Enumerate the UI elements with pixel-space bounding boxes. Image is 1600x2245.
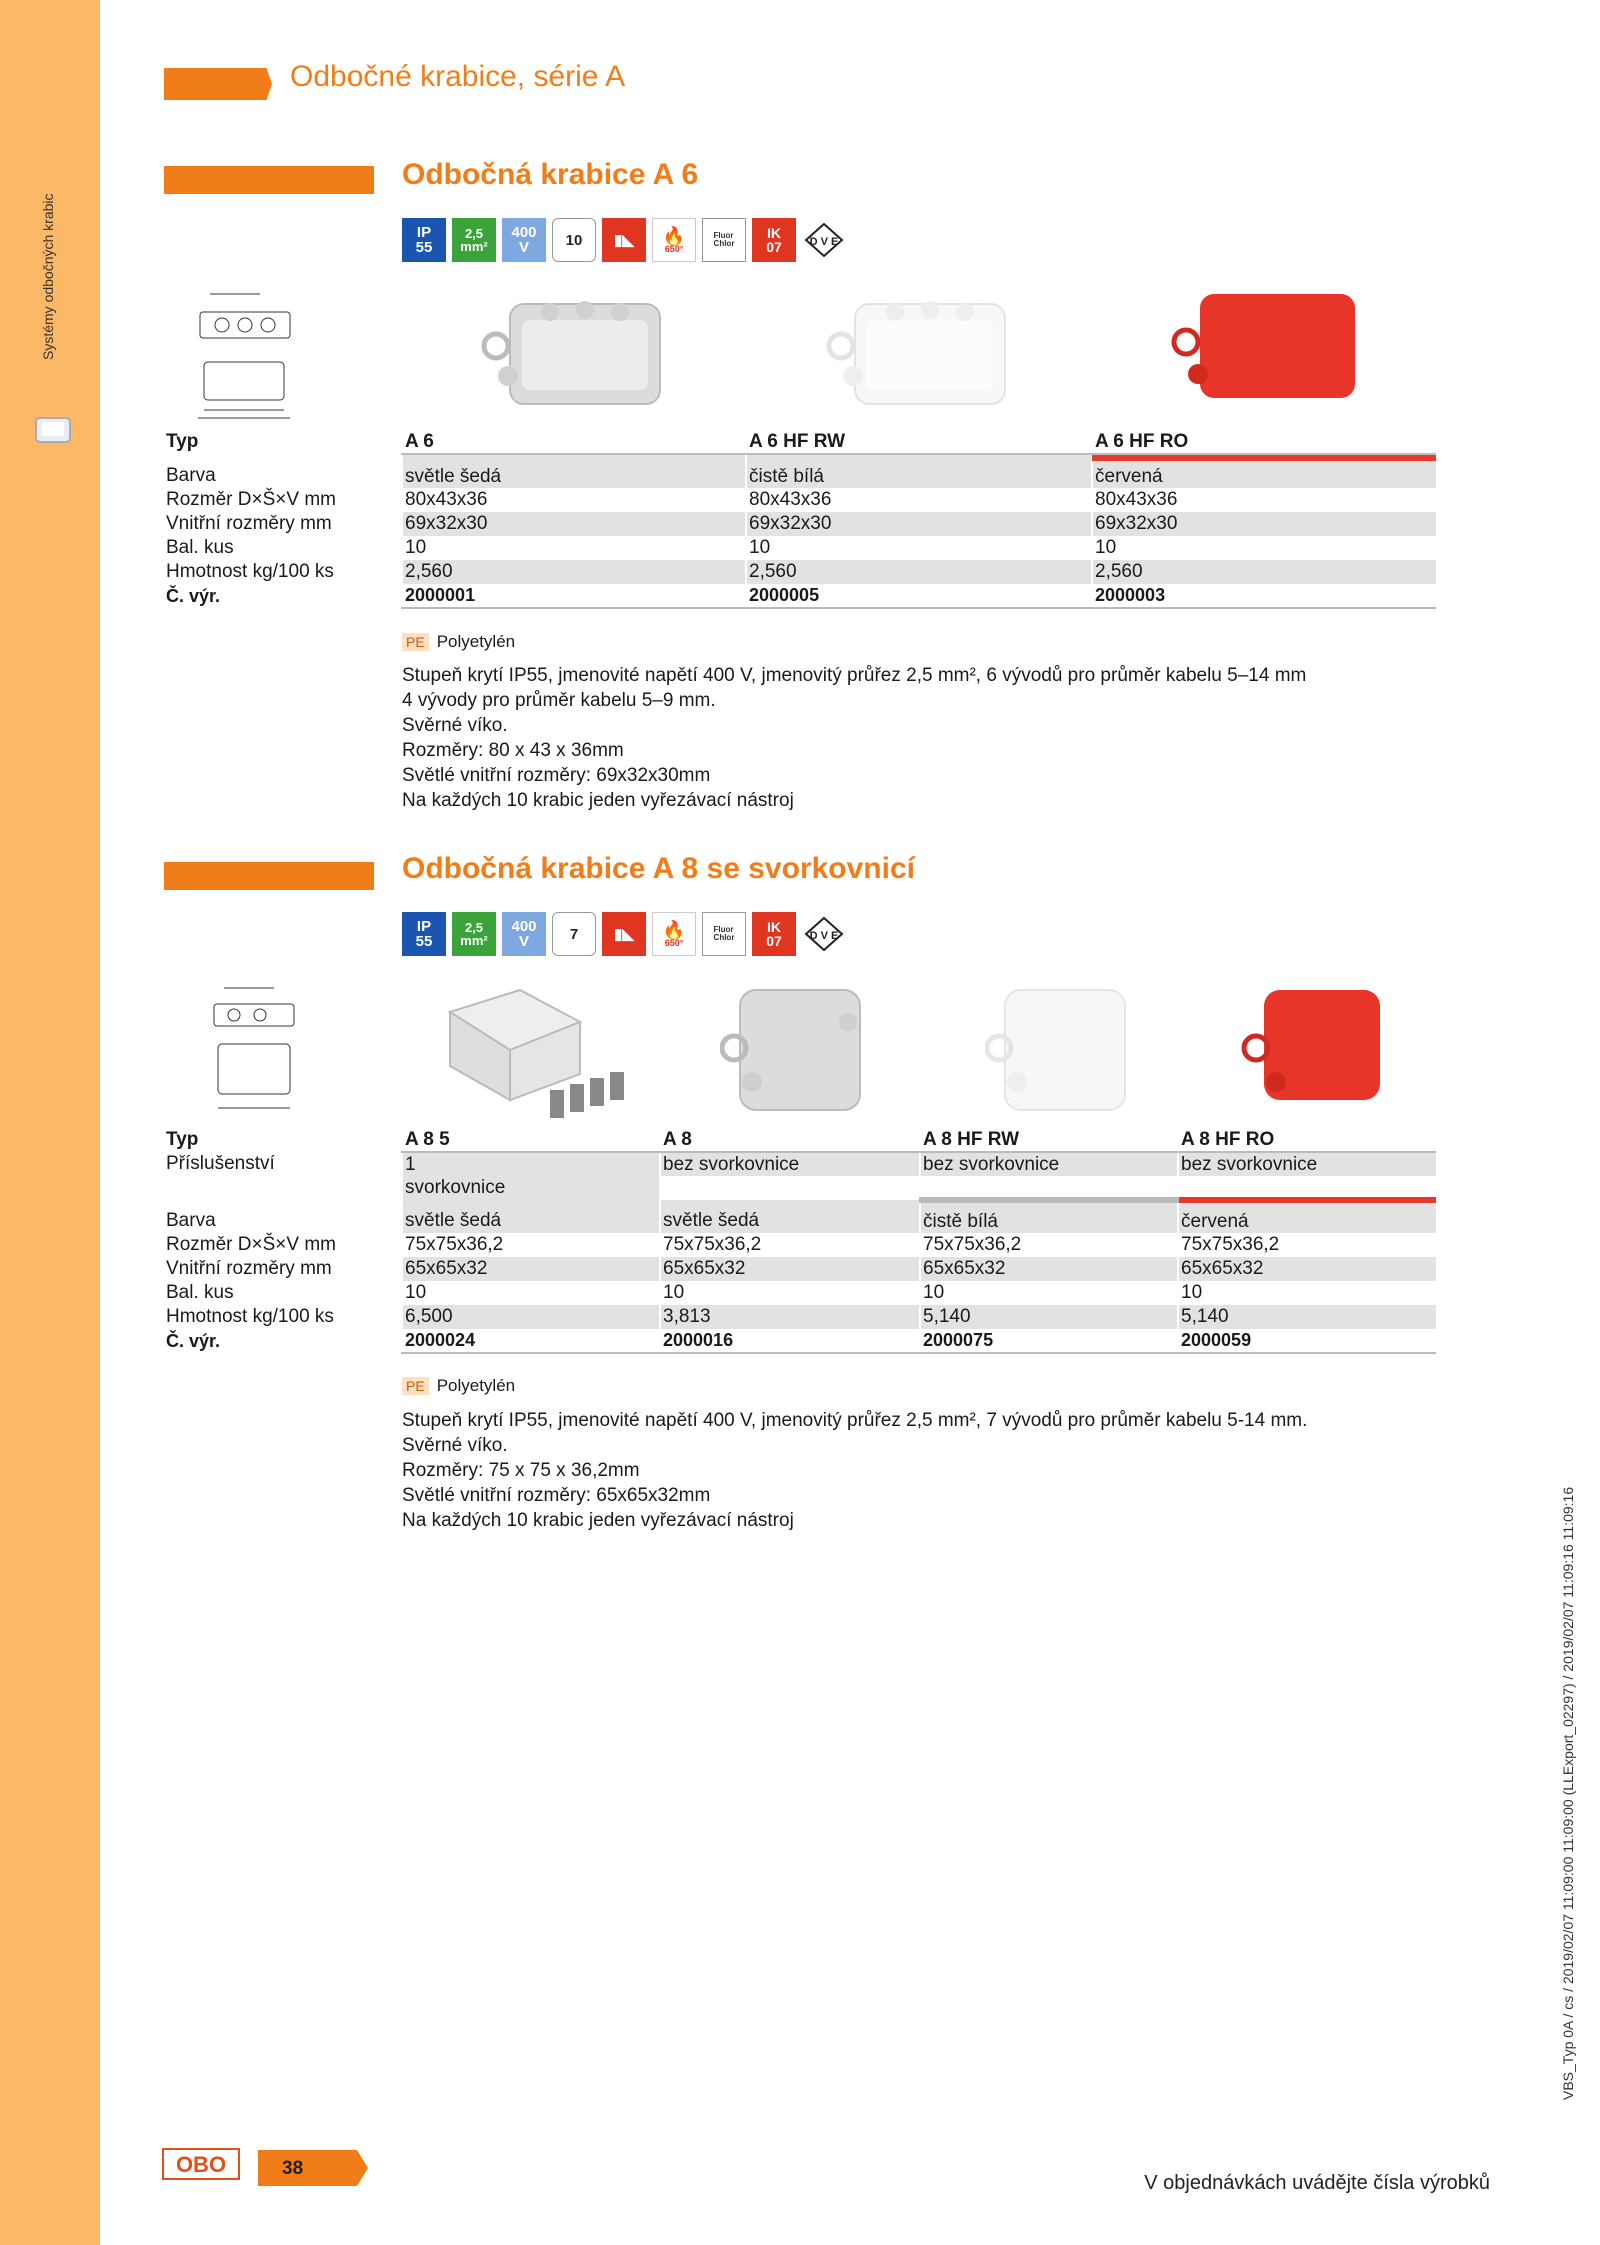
table-row: Č. výr. 2000024 2000016 2000075 2000059 bbox=[164, 1329, 1436, 1353]
a6-technical-drawing bbox=[190, 282, 310, 422]
voltage-icon: 400 V bbox=[502, 912, 546, 956]
halogen-free-icon: Fluor Chlor bbox=[702, 912, 746, 956]
print-metadata: VBS_Typ 0A / cs / 2019/02/07 11:09:00 11:09:00 (LLExport_02297) / 2019/02/07 11:09:16 11:09:16 bbox=[1560, 1486, 1576, 2100]
glow-wire-icon: 🔥 650° bbox=[652, 218, 696, 262]
a6-red-product-image bbox=[1160, 290, 1370, 420]
table-row: Bal. kus 10 10 10 10 bbox=[164, 1281, 1436, 1305]
table-row: Č. výr. 2000001 2000005 2000003 bbox=[164, 584, 1436, 608]
table-row: Rozměr D×Š×V mm 80x43x36 80x43x36 80x43x36 bbox=[164, 488, 1436, 512]
a8-spec-table bbox=[164, 1128, 1436, 1354]
page-title: Odbočné krabice, série A bbox=[290, 60, 626, 93]
material-label: Polyetylén bbox=[436, 632, 516, 651]
table-row: Hmotnost kg/100 ks 6,500 3,813 5,140 5,140 bbox=[164, 1305, 1436, 1329]
a8-grey-product-image bbox=[720, 982, 870, 1122]
footer-note: V objednávkách uvádějte čísla výrobků bbox=[1144, 2172, 1490, 2194]
a6-red-color-indicator bbox=[1092, 455, 1436, 461]
table-row: Vnitřní rozměry mm 65x65x32 65x65x32 65x65x32 65x65x32 bbox=[164, 1257, 1436, 1281]
a8-description: Stupeň krytí IP55, jmenovité napětí 400 V, jmenovitý průřez 2,5 mm², 7 vývodů pro průměr kabelu 5-14 mm. Svěrné víko. Rozměry: 75 x 75 x 36,2mm Světlé vnitřní rozměry: 65x65x32mm Na každých 10 krabic jeden vyřezávací nástroj bbox=[402, 1410, 1308, 1531]
table-row: Typ A 8 5 A 8 A 8 HF RW A 8 HF RO bbox=[164, 1128, 1436, 1152]
a6-material bbox=[402, 632, 515, 652]
side-label: Systémy odbočných krabic bbox=[40, 193, 56, 360]
a6-description: Stupeň krytí IP55, jmenovité napětí 400 V, jmenovitý průřez 2,5 mm², 6 vývodů pro průměr kabelu 5–14 mm 4 vývody pro průměr kabelu 5–9 mm. Svěrné víko. Rozměry: 80 x 43 x 36mm Světlé vnitřní rozměry: 69x32x30mm Na každých 10 krabic jeden vyřezávací nástroj bbox=[402, 665, 1307, 811]
voltage-icon: 400 V bbox=[502, 218, 546, 262]
page-number: 38 bbox=[282, 2158, 304, 2179]
a8-with-terminal-product-image bbox=[430, 982, 650, 1132]
table-row: Příslušenství 1 bez svorkovnice bez svorkovnice bez svorkovnice bbox=[164, 1152, 1436, 1176]
a8-technical-drawing bbox=[204, 980, 314, 1120]
header-bar bbox=[164, 68, 272, 100]
svg-text:D V E: D V E bbox=[809, 930, 839, 942]
a6-white-product-image bbox=[815, 290, 1025, 420]
vde-icon bbox=[802, 218, 846, 262]
outlet-count-icon: 7 bbox=[552, 912, 596, 956]
ip55-icon: IP 55 bbox=[402, 218, 446, 262]
table-row: Barva světle šedá světle šedá čistě bílá červená bbox=[164, 1200, 1436, 1233]
vde-icon bbox=[802, 912, 846, 956]
table-row: svorkovnice bbox=[164, 1176, 1436, 1200]
svg-text:D V E: D V E bbox=[809, 236, 839, 248]
a8-white-product-image bbox=[985, 982, 1135, 1122]
ik07-icon: IK 07 bbox=[752, 912, 796, 956]
section-a8-icons bbox=[402, 912, 846, 956]
cross-section-icon: 2,5 mm² bbox=[452, 218, 496, 262]
glow-wire-icon: 🔥 650° bbox=[652, 912, 696, 956]
installation-icon: ▮◣ bbox=[602, 912, 646, 956]
section-a8-title: Odbočná krabice A 8 se svorkovnicí bbox=[402, 852, 915, 885]
page-number-bar bbox=[258, 2150, 368, 2186]
outlet-count-icon: 10 bbox=[552, 218, 596, 262]
table-row: Hmotnost kg/100 ks 2,560 2,560 2,560 bbox=[164, 560, 1436, 584]
section-a8-bar bbox=[164, 862, 374, 890]
section-a6-bar bbox=[164, 166, 374, 194]
obo-logo bbox=[162, 2148, 240, 2180]
ip55-icon: IP 55 bbox=[402, 912, 446, 956]
table-row: Vnitřní rozměry mm 69x32x30 69x32x30 69x32x30 bbox=[164, 512, 1436, 536]
halogen-free-icon: Fluor Chlor bbox=[702, 218, 746, 262]
material-label: Polyetylén bbox=[436, 1376, 516, 1395]
junction-box-thumbnail-icon bbox=[32, 412, 76, 448]
table-row: Bal. kus 10 10 10 bbox=[164, 536, 1436, 560]
svg-text:OBO: OBO bbox=[175, 2152, 227, 2177]
cross-section-icon: 2,5 mm² bbox=[452, 912, 496, 956]
table-row: Typ A 6 A 6 HF RW A 6 HF RO bbox=[164, 430, 1436, 454]
a6-grey-product-image bbox=[470, 290, 680, 420]
table-row: Barva světle šedá čistě bílá červená bbox=[164, 454, 1436, 488]
installation-icon: ▮◣ bbox=[602, 218, 646, 262]
section-a6-icons bbox=[402, 218, 846, 262]
section-a6-title: Odbočná krabice A 6 bbox=[402, 158, 699, 191]
table-row: Rozměr D×Š×V mm 75x75x36,2 75x75x36,2 75x75x36,2 75x75x36,2 bbox=[164, 1233, 1436, 1257]
ik07-icon: IK 07 bbox=[752, 218, 796, 262]
material-code-badge: PE bbox=[402, 1377, 429, 1395]
a8-material bbox=[402, 1376, 515, 1396]
a8-red-product-image bbox=[1240, 982, 1390, 1112]
material-code-badge: PE bbox=[402, 633, 429, 651]
